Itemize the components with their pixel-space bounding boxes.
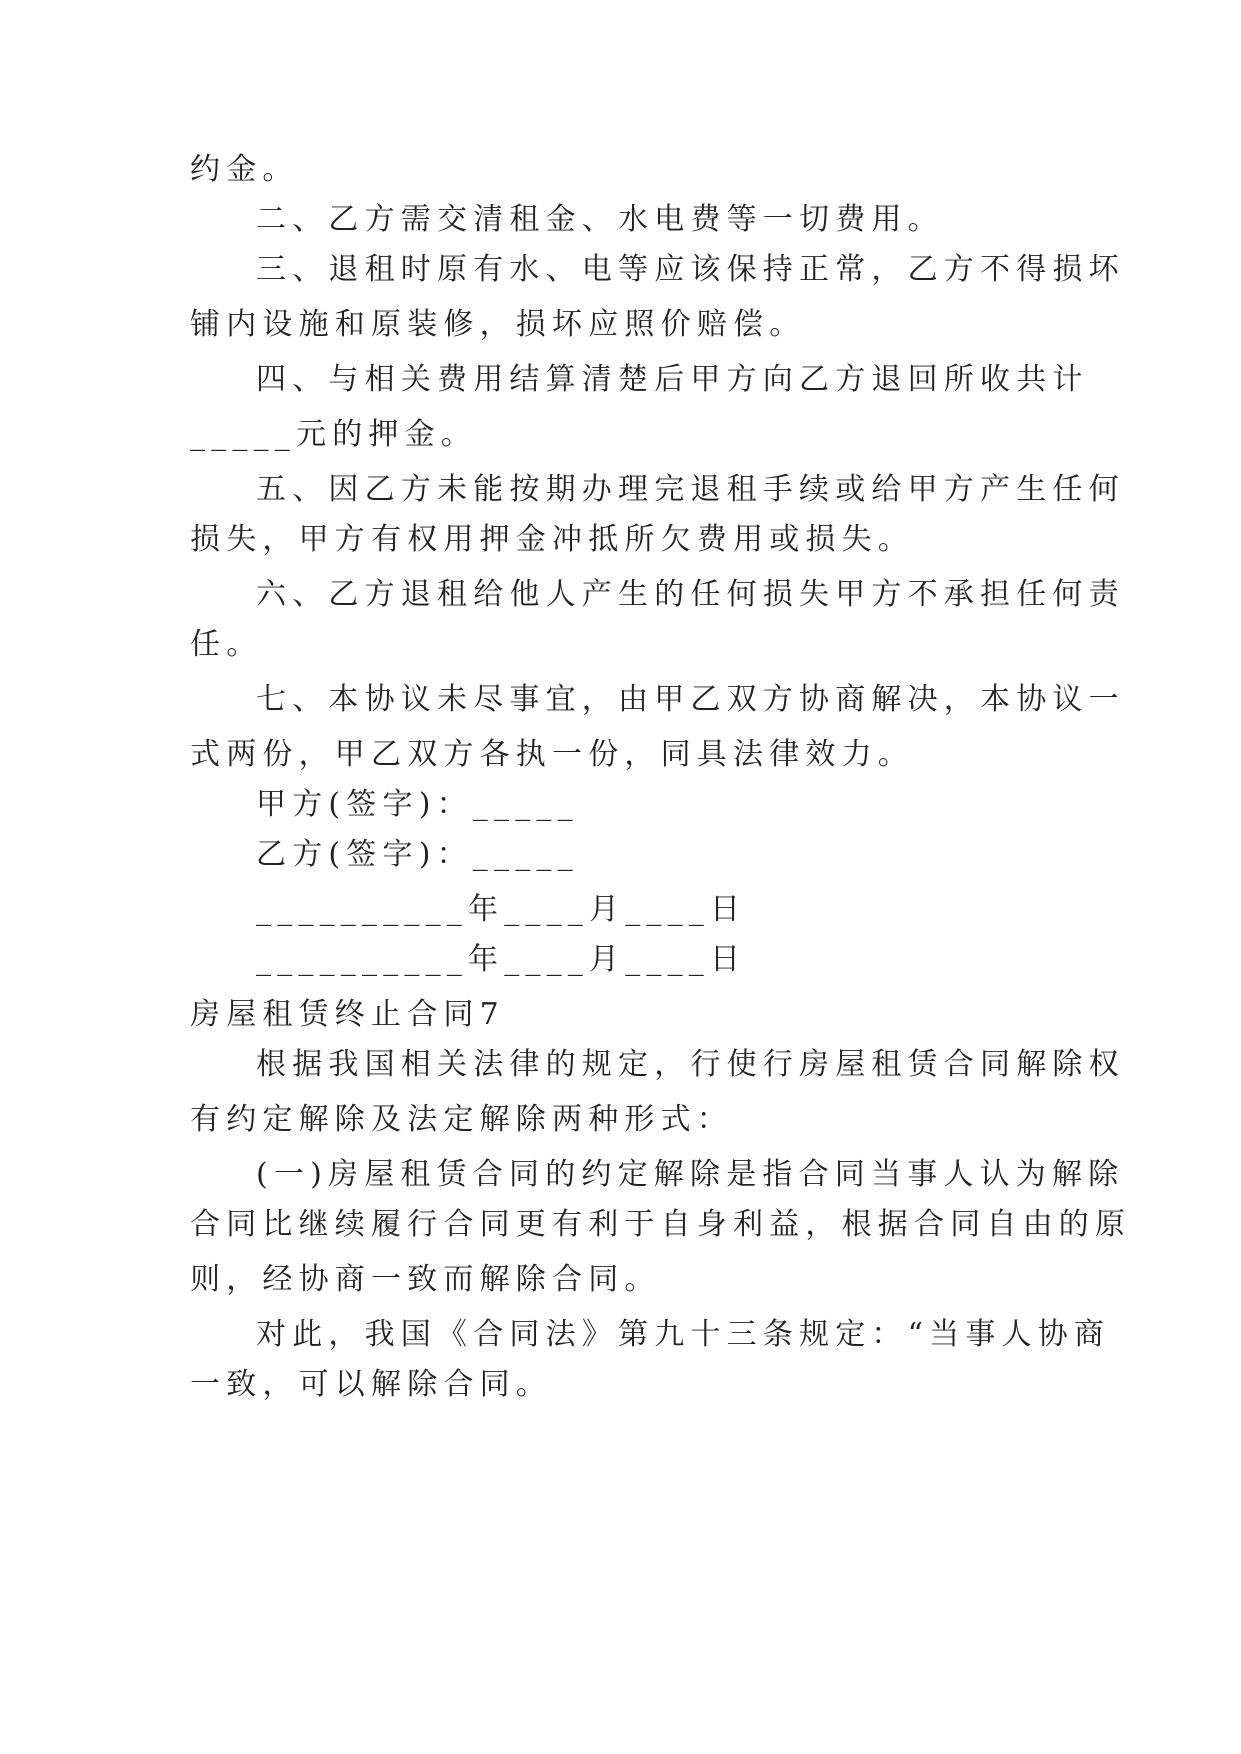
date-line: __________年____月____日 bbox=[256, 892, 747, 927]
paragraph-line: 六、乙方退租给他人产生的任何损失甲方不承担任何责 bbox=[256, 577, 1125, 612]
paragraph-line: 二、乙方需交清租金、水电费等一切费用。 bbox=[256, 202, 944, 237]
date-line: __________年____月____日 bbox=[256, 942, 747, 977]
paragraph-line: 对此，我国《合同法》第九十三条规定：“当事人协商 bbox=[256, 1317, 1111, 1352]
paragraph-line: 四、与相关费用结算清楚后甲方向乙方退回所收共计 bbox=[256, 362, 1089, 397]
paragraph-line: 五、因乙方未能按期办理完退租手续或给甲方产生任何 bbox=[256, 472, 1125, 507]
signature-line-party-a: 甲方(签字)：_____ bbox=[256, 787, 579, 822]
paragraph-line: 一致，可以解除合同。 bbox=[190, 1367, 552, 1402]
paragraph-line: 三、退租时原有水、电等应该保持正常，乙方不得损坏 bbox=[256, 252, 1125, 287]
paragraph-line: 根据我国相关法律的规定，行使行房屋租赁合同解除权 bbox=[256, 1047, 1125, 1082]
paragraph-line: 式两份，甲乙双方各执一份，同具法律效力。 bbox=[190, 737, 914, 772]
paragraph-line: 有约定解除及法定解除两种形式： bbox=[190, 1102, 733, 1137]
signature-line-party-b: 乙方(签字)：_____ bbox=[256, 837, 579, 872]
paragraph-line: 任。 bbox=[190, 627, 263, 662]
paragraph-line: 合同比继续履行合同更有利于自身利益，根据合同自由的原 bbox=[190, 1207, 1132, 1242]
paragraph-line: _____元的押金。 bbox=[190, 417, 477, 452]
section-heading: 房屋租赁终止合同7 bbox=[190, 997, 505, 1032]
paragraph-line: 铺内设施和原装修，损坏应照价赔偿。 bbox=[190, 307, 806, 342]
paragraph-line: 则，经协商一致而解除合同。 bbox=[190, 1262, 661, 1297]
paragraph-line: 约金。 bbox=[190, 152, 299, 187]
paragraph-line: 损失，甲方有权用押金冲抵所欠费用或损失。 bbox=[190, 522, 914, 557]
paragraph-line: (一)房屋租赁合同的约定解除是指合同当事人认为解除 bbox=[256, 1157, 1125, 1192]
paragraph-line: 七、本协议未尽事宜，由甲乙双方协商解决，本协议一 bbox=[256, 682, 1125, 717]
